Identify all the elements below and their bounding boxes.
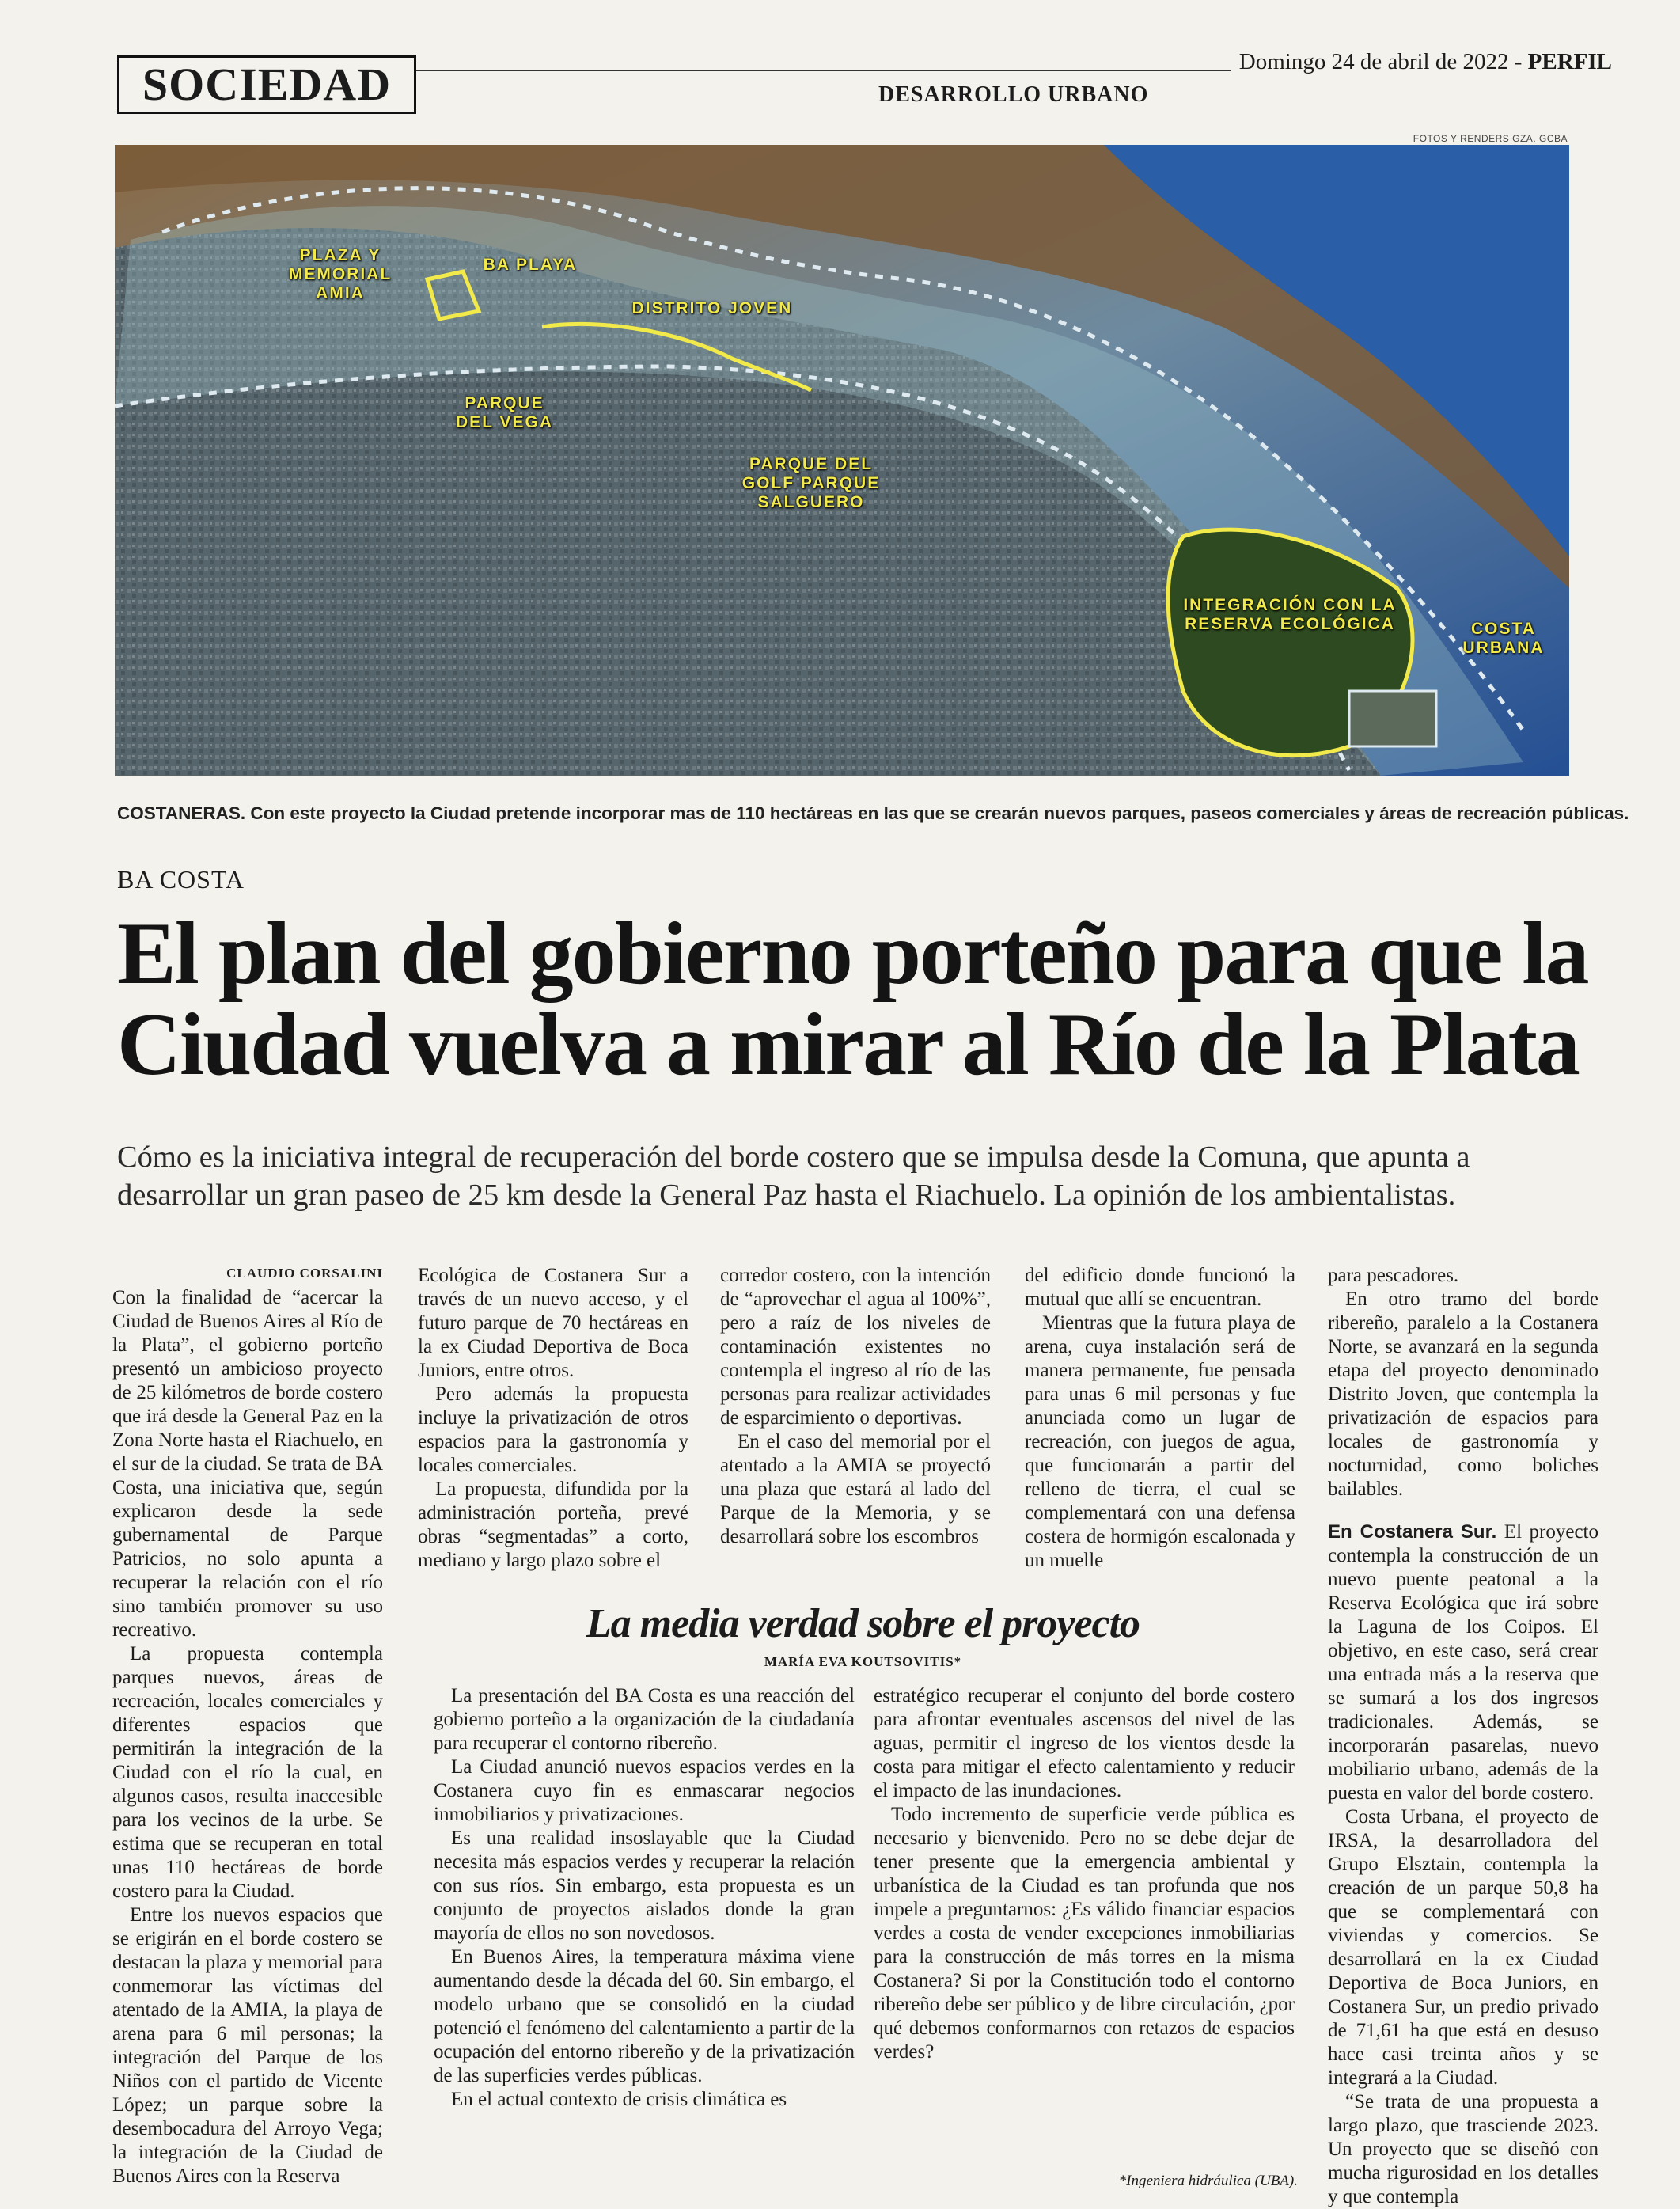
- paragraph: Costa Urbana, el proyecto de IRSA, la desarrolladora del Grupo Elsztain, contempla la creación de un parque 50,8 ha que se complementará con viviendas y comercios. Se desarrollará en la ex Ciudad Deportiva de Boca Juniors, en Costanera Sur, un predio privado de 71,61 ha que está en desuso hace casi treinta años y se integrará a la Ciudad.: [1328, 1806, 1598, 2089]
- paragraph: Es una realidad insoslayable que la Ciudad necesita más espacios verdes y recuperar la relación con sus ríos. Sin embargo, esta propuesta es un conjunto de proyectos aislados donde la gran mayoría de ellos no son novedosos.: [434, 1828, 855, 1944]
- label-parque-del-golf: PARQUE DEL GOLF PARQUE SALGUERO: [741, 455, 881, 511]
- article-column-4: [1025, 1264, 1295, 1573]
- article-column-3: [720, 1264, 991, 1549]
- aerial-map: [115, 145, 1569, 776]
- publication-name: PERFIL: [1527, 49, 1612, 74]
- paragraph: En el caso del memorial por el atentado a la AMIA se proyectó una plaza que estará al lado del Parque de la Memoria, y se desarrollará sobre los escombros: [720, 1431, 991, 1547]
- paragraph: Mientras que la futura playa de arena, cuya instalación será de manera permanente, fue pensada para unas 6 mil personas y fue anunciada como un lugar de recreación, con juegos de agua, que funcionarán a partir del relleno de tierra, el cual se complementará con una defensa costera de hormigón escalonada y un muelle: [1025, 1312, 1295, 1571]
- label-reserva-ecologica: INTEGRACIÓN CON LA RESERVA ECOLÓGICA: [1183, 596, 1397, 633]
- label-plaza-memorial-amia: PLAZA Y MEMORIAL AMIA: [288, 246, 393, 302]
- box-byline: MARÍA EVA KOUTSOVITIS*: [764, 1654, 962, 1669]
- paragraph: estratégico recuperar el conjunto del borde costero para afrontar eventuales ascensos del nivel de las aguas, permitir el ingreso de los vientos desde la costa para mitigar el efecto calentamiento y reducir el impacto de las inundaciones.: [874, 1685, 1295, 1801]
- paragraph: En otro tramo del borde ribereño, paralelo a la Costanera Norte, se avanzará en la segunda etapa del proyecto denominado Distrito Joven, que contempla la privatización de espacios para locales de gastronomía y nocturnidad, como boliches bailables.: [1328, 1289, 1598, 1500]
- paragraph-text: El proyecto contempla la construcción de un nuevo puente peatonal a la Reserva Ecológica que irá sobre la Laguna de los Coipos. El objetivo, en este caso, será crear una entrada más a la reserva que se sumará a los dos ingresos tradicionales. Además, se incorporarán pasarelas, nuevo mobiliario urbano, además de la puesta en valor del borde costero.: [1328, 1521, 1599, 1804]
- paragraph: Todo incremento de superficie verde pública es necesario y bienvenido. Pero no se debe dejar de tener presente que la emergencia ambiental y urbanística de la Ciudad es tan profunda que nos impele a preguntarnos: ¿Es válido financiar espacios verdes a costa de vender excepciones inmobiliarias para la construcción de más torres en la misma Costanera? Si por la Constitución todo el contorno ribereño debe ser público y de libre circulación, ¿por qué debemos conformarnos con retazos de espacios verdes?: [874, 1804, 1295, 2063]
- paragraph: Con la finalidad de “acercar la Ciudad de Buenos Aires al Río de la Plata”, el gobierno porteño presentó un ambicioso proyecto de 25 kilómetros de borde costero que irá desde la General Paz en la Zona Norte hasta el Riachuelo, en el sur de la ciudad. Se trata de BA Costa, una iniciativa que, según explicaron desde la sede gubernamental de Parque Patricios, no solo apunta a recuperar la relación con el río sino también promover su uso recreativo.: [112, 1287, 383, 1641]
- headline: El plan del gobierno porteño para que la Ciudad vuelva a mirar al Río de la Plata: [117, 905, 1588, 1094]
- author-byline: CLAUDIO CORSALINI: [226, 1266, 383, 1281]
- paragraph: En el actual contexto de crisis climática es: [451, 2089, 787, 2110]
- paragraph: Pero además la propuesta incluye la privatización de otros espacios para la gastronomía y locales comerciales.: [418, 1383, 688, 1476]
- paragraph: para pescadores.: [1328, 1265, 1459, 1286]
- date-line: [1231, 49, 1612, 75]
- paragraph: La presentación del BA Costa es una reacción del gobierno porteño a la organización de la ciudadanía para recuperar el contorno ribereño.: [434, 1685, 855, 1754]
- photo-caption: [117, 803, 1629, 824]
- paragraph: La propuesta contempla parques nuevos, áreas de recreación, locales comerciales y diferentes espacios que permitirán la integración de la Ciudad con el río la cual, en algunos casos, resulta inaccesible para los vecinos de la urbe. Se estima que se recuperan en total unas 110 hectáreas de borde costero para la Ciudad.: [112, 1643, 383, 1902]
- article-column-1: [112, 1264, 383, 2188]
- box-column-1: [434, 1684, 855, 2112]
- paragraph: corredor costero, con la intención de “aprovechar el agua al 100%”, pero a raíz de los niveles de contaminación existentes no contempla el ingreso al río de las personas para realizar actividades de esparcimiento o deportivas.: [720, 1265, 991, 1429]
- label-costa-urbana: COSTA URBANA: [1462, 620, 1545, 657]
- kicker: BA COSTA: [117, 865, 245, 894]
- box-column-2: [874, 1684, 1295, 2064]
- box-footnote: *Ingeniera hidráulica (UBA).: [1118, 2173, 1298, 2189]
- subsection-title: DESARROLLO URBANO: [878, 82, 1149, 107]
- paragraph: del edificio donde funcionó la mutual que allí se encuentran.: [1025, 1265, 1295, 1310]
- label-ba-playa: BA PLAYA: [483, 256, 578, 274]
- label-distrito-joven: DISTRITO JOVEN: [631, 299, 793, 317]
- caption-lead: COSTANERAS.: [117, 803, 246, 823]
- section-title: SOCIEDAD: [117, 55, 416, 114]
- article-column-5: [1328, 1264, 1598, 2209]
- subhead: Cómo es la iniciativa integral de recuperación del borde costero que se impulsa desde la Comuna, que apunta a desarrollar un gran paseo de 25 km desde la General Paz hasta el Riachuelo. La opinión de los ambientalistas.: [117, 1141, 1470, 1212]
- subsection-heading: En Costanera Sur.: [1328, 1521, 1497, 1543]
- issue-date: Domingo 24 de abril de 2022 -: [1238, 49, 1528, 74]
- caption-text: Con este proyecto la Ciudad pretende incorporar mas de 110 hectáreas en las que se crearán nuevos parques, paseos comerciales y áreas de recreación públicas.: [245, 803, 1629, 823]
- box-title: La media verdad sobre el proyecto: [586, 1601, 1140, 1646]
- paragraph: La propuesta, difundida por la administración porteña, prevé obras “segmentadas” a corto, mediano y largo plazo sobre el: [418, 1478, 688, 1571]
- photo-credits: FOTOS Y RENDERS GZA. GCBA: [1413, 133, 1568, 144]
- paragraph: En Buenos Aires, la temperatura máxima viene aumentando desde la década del 60. Sin embargo, el modelo urbano que se consolidó en la ciudad potenció el fenómeno del calentamiento a partir de la ocupación del entorno ribereño y de la privatización de las superficies verdes públicas.: [434, 1946, 855, 2086]
- label-parque-del-vega: PARQUE DEL VEGA: [456, 394, 553, 431]
- paragraph: La Ciudad anunció nuevos espacios verdes en la Costanera cuyo fin es enmascarar negocios inmobiliarios y privatizaciones.: [434, 1756, 855, 1825]
- article-column-2: [418, 1264, 688, 1573]
- paragraph: Ecológica de Costanera Sur a través de un nuevo acceso, y el futuro parque de 70 hectáreas en la ex Ciudad Deportiva de Boca Juniors, entre otros.: [418, 1265, 688, 1381]
- paragraph: [1328, 1520, 1598, 1805]
- paragraph: “Se trata de una propuesta a largo plazo, que trasciende 2023. Un proyecto que se diseñó con mucha rigurosidad en los detalles y que contempla: [1328, 2091, 1598, 2207]
- paragraph: Entre los nuevos espacios que se erigirán en el borde costero se destacan la plaza y memorial para conmemorar las víctimas del atentado de la AMIA, la playa de arena para 6 mil personas; la integración del Parque de los Niños con el partido de Vicente López; un parque sobre la desembocadura del Arroyo Vega; la integración de la Ciudad de Buenos Aires con la Reserva: [112, 1904, 383, 2187]
